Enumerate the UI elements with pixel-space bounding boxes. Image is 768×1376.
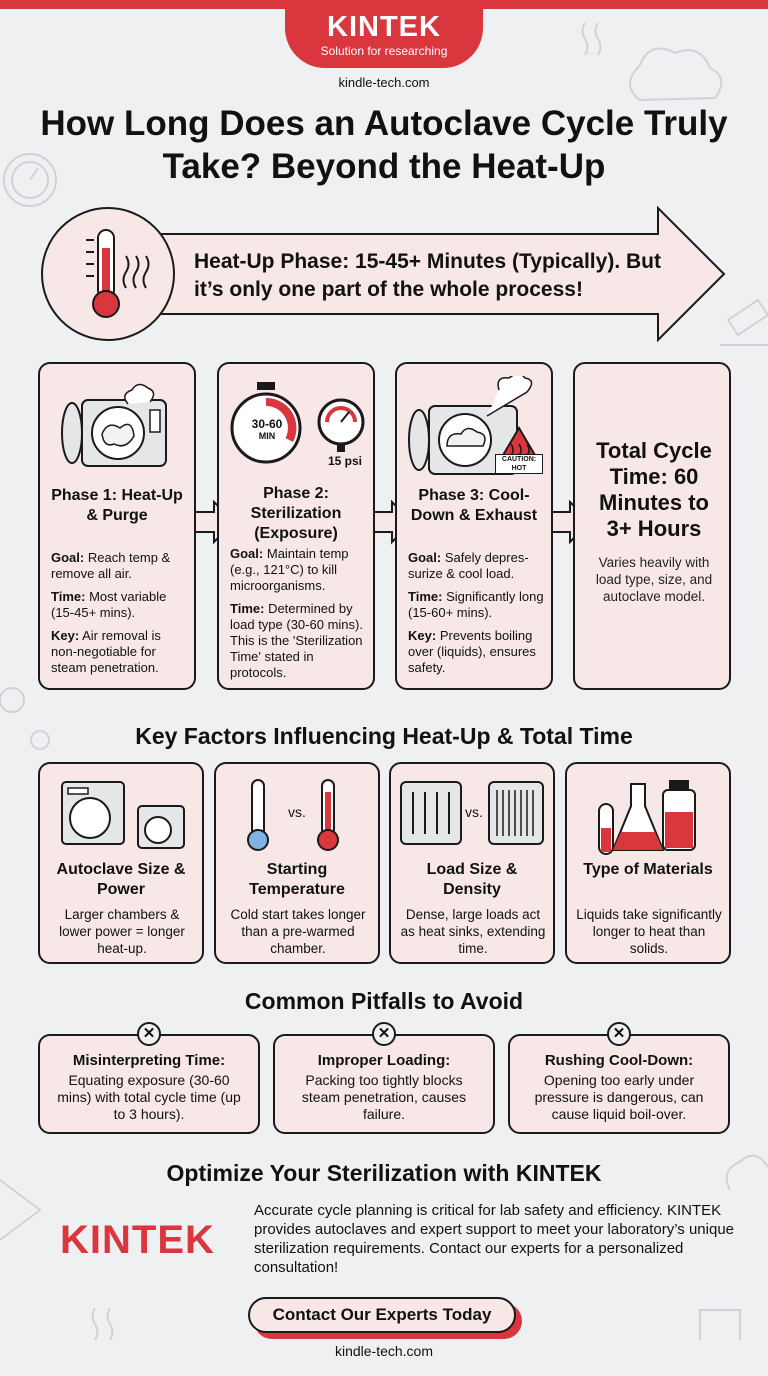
- contact-experts-button[interactable]: Contact Our Experts Today: [248, 1297, 516, 1333]
- factor-title: Starting Temperature: [249, 861, 345, 898]
- timer-label: [245, 418, 289, 442]
- pitfalls-title: Common Pitfalls to Avoid: [244, 988, 524, 1014]
- factor-desc: Dense, large loads act as heat sinks, extending time.: [400, 907, 546, 956]
- pitfall-desc: Opening too early under pressure is dangerous, can cause liquid boil-over.: [534, 1072, 704, 1122]
- close-icon: ✕: [607, 1022, 631, 1046]
- heat-up-banner-text: Heat-Up Phase: 15-45+ Minutes (Typically). But it’s only one part of the whole process!: [194, 250, 661, 301]
- factor-card-size: [38, 762, 204, 964]
- phase-3-points: [408, 550, 546, 676]
- total-cycle-title: Total Cycle Time: 60 Minutes to 3+ Hours: [596, 438, 712, 541]
- point-text: Prevents boiling over (liquids), ensures safety.: [408, 628, 536, 675]
- factor-desc: Liquids take significantly longer to heat than solids.: [576, 907, 722, 956]
- autoclave-purge-icon: [58, 382, 178, 482]
- phase-2-points: [230, 546, 368, 681]
- brand-name: KINTEK: [327, 11, 441, 43]
- point-text: Reach temp & remove all air.: [51, 550, 171, 581]
- point-label: Goal:: [230, 546, 264, 561]
- factors-title: Key Factors Influencing Heat-Up & Total Time: [135, 723, 633, 749]
- point-text: Air removal is non-negotiable for steam penetration.: [51, 628, 161, 675]
- point-text: Determined by load type (30-60 mins). This is the 'Sterilization Time' stated in protocols.: [230, 601, 363, 680]
- gauge-label: 15 psi: [327, 454, 363, 468]
- brand-tagline: Solution for researching: [320, 44, 448, 58]
- pitfall-title: Misinterpreting Time:: [72, 1052, 226, 1069]
- pitfall-card-loading: [273, 1034, 495, 1134]
- lab-glassware-icon: [587, 774, 717, 858]
- total-cycle-desc: Varies heavily with load type, size, and autoclave model.: [595, 555, 713, 604]
- pitfall-card-cooldown: [508, 1034, 730, 1134]
- total-cycle-card: [573, 362, 731, 690]
- pitfall-desc: Equating exposure (30-60 mins) with total cycle time (up to 3 hours).: [57, 1072, 241, 1122]
- pitfall-title: Rushing Cool-Down:: [544, 1052, 694, 1069]
- phase-3-title: Phase 3: Cool-Down & Exhaust: [410, 487, 538, 524]
- footer-site-url[interactable]: kindle-tech.com: [334, 1343, 434, 1359]
- phase-card-1: [38, 362, 196, 690]
- point-label: Goal:: [408, 550, 442, 565]
- factor-desc: Larger chambers & lower power = longer heat-up.: [59, 907, 185, 956]
- cta-title: Optimize Your Sterilization with KINTEK: [166, 1160, 602, 1186]
- vs-label: vs.: [465, 804, 483, 820]
- pitfall-title: Improper Loading:: [317, 1052, 451, 1069]
- timer-unit: MIN: [258, 431, 276, 441]
- pitfall-desc: Packing too tightly blocks steam penetration, causes failure.: [301, 1072, 467, 1122]
- point-text: Significantly long (15-60+ mins).: [408, 589, 544, 620]
- point-label: Key:: [408, 628, 437, 643]
- point-label: Time:: [408, 589, 443, 604]
- cta-text: Accurate cycle planning is critical for lab safety and efficiency. KINTEK provides autoclaves and expert support to meet your laboratory’s unique sterilization requirements. Contact our experts for a personalized consultation!: [254, 1202, 735, 1276]
- header-logo[interactable]: [285, 0, 483, 68]
- factor-card-materials: [565, 762, 731, 964]
- point-text: Safely depres-surize & cool load.: [408, 550, 529, 581]
- point-text: Maintain temp (e.g., 121°C) to kill microorganisms.: [230, 546, 349, 593]
- phase-2-title: Phase 2: Sterilization (Exposure): [250, 485, 342, 542]
- factor-title: Load Size & Density: [426, 861, 518, 898]
- close-icon: ✕: [137, 1022, 161, 1046]
- kintek-logo: KINTEK: [60, 1218, 215, 1262]
- factor-card-temperature: [214, 762, 380, 964]
- phase-card-3: [395, 362, 553, 690]
- point-text: Most variable (15-45+ mins).: [51, 589, 167, 620]
- point-label: Time:: [230, 601, 265, 616]
- caution-label: CAUTION: HOT: [495, 454, 543, 474]
- point-label: Key:: [51, 628, 80, 643]
- point-label: Goal:: [51, 550, 85, 565]
- close-icon: ✕: [372, 1022, 396, 1046]
- autoclave-size-icon: [58, 774, 188, 854]
- phase-card-2: [217, 362, 375, 690]
- factor-title: Autoclave Size & Power: [56, 861, 186, 898]
- pitfall-card-time: [38, 1034, 260, 1134]
- phase-1-points: [51, 550, 189, 676]
- page-title: How Long Does an Autoclave Cycle Truly Take? Beyond the Heat-Up: [40, 104, 728, 186]
- timer-value: 30-60: [251, 417, 283, 431]
- site-url[interactable]: kindle-tech.com: [338, 75, 430, 90]
- point-label: Time:: [51, 589, 86, 604]
- factor-desc: Cold start takes longer than a pre-warmed chamber.: [230, 907, 366, 956]
- factor-title: Type of Materials: [583, 861, 713, 878]
- phase-1-title: Phase 1: Heat-Up & Purge: [51, 487, 183, 524]
- vs-label: vs.: [288, 804, 306, 820]
- factor-card-load: [389, 762, 555, 964]
